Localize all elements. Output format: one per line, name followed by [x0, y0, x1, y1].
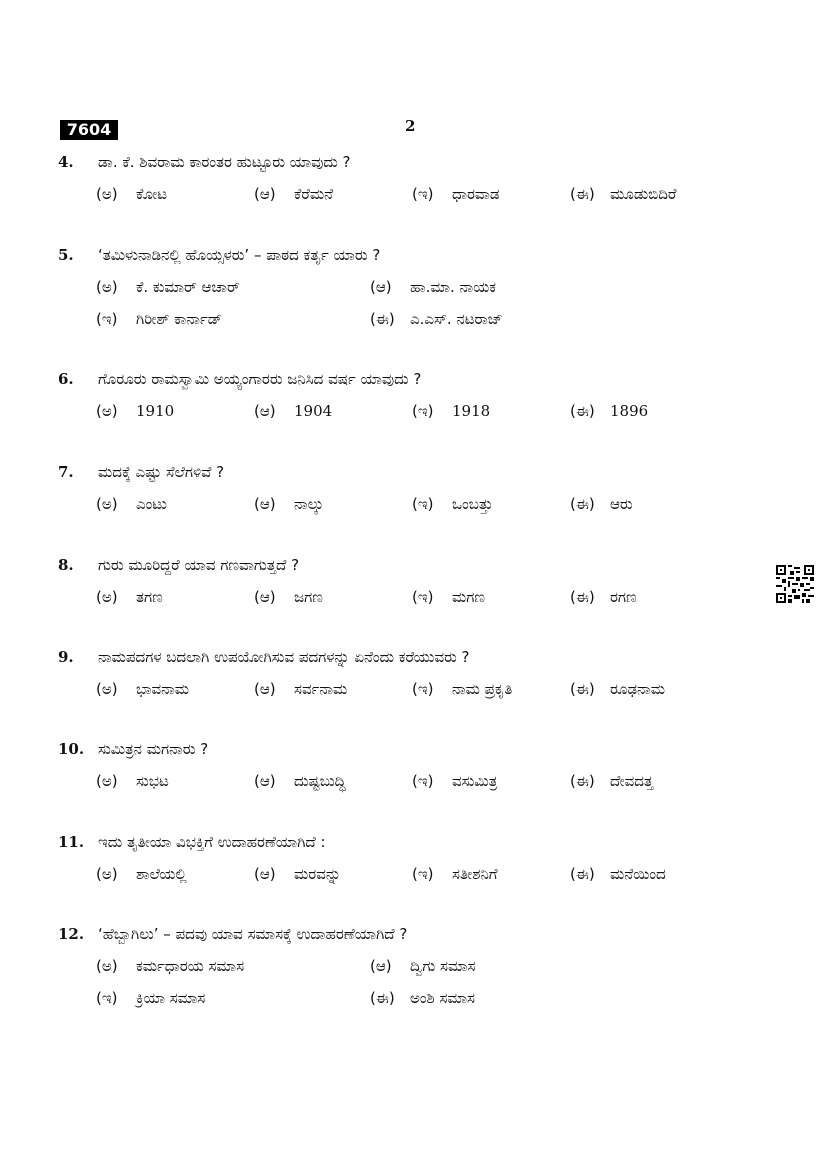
- option-d: [570, 865, 666, 883]
- option-key: (ಆ): [254, 680, 276, 698]
- option-value: ಸುಭಟ: [136, 772, 169, 790]
- option-value: ಭಾವನಾಮ: [136, 680, 190, 698]
- question-11: [58, 833, 738, 887]
- option-key: (ಆ): [254, 588, 276, 606]
- question-text: ನಾಮಪದಗಳ ಬದಲಾಗಿ ಉಪಯೋಗಿಸುವ ಪದಗಳನ್ನು ಏನೆಂದು ಕರೆಯುವರು ?: [98, 648, 470, 666]
- option-key: (ಇ): [412, 402, 434, 420]
- option-a: [96, 185, 167, 203]
- option-value: ಮೂಡುಬಿದಿರೆ: [610, 185, 677, 203]
- option-c: [96, 989, 205, 1007]
- option-d: [570, 402, 648, 420]
- option-key: (ಅ): [96, 185, 118, 203]
- option-a: [96, 865, 187, 883]
- option-key: (ಈ): [370, 310, 395, 328]
- option-c: [96, 310, 222, 328]
- option-a: [96, 588, 163, 606]
- option-key: (ಇ): [412, 495, 434, 513]
- option-a: [96, 402, 174, 420]
- option-key: (ಆ): [370, 278, 392, 296]
- question-number: 8.: [58, 556, 74, 574]
- option-c: [412, 185, 499, 203]
- option-key: (ಈ): [570, 588, 595, 606]
- option-value: ರಗಣ: [610, 588, 637, 606]
- option-value: 1910: [136, 402, 175, 420]
- option-key: (ಇ): [96, 310, 118, 328]
- question-8: [58, 556, 738, 610]
- option-a: [96, 680, 189, 698]
- paper-code-badge: 7604: [60, 120, 118, 140]
- option-key: (ಇ): [412, 772, 434, 790]
- option-key: (ಇ): [412, 680, 434, 698]
- option-value: ಕೆರೆಮನೆ: [294, 185, 334, 203]
- question-5: [58, 246, 738, 332]
- option-value: ಎ.ಎಸ್. ನಟರಾಜ್: [410, 310, 503, 328]
- option-value: ನಾಲ್ಕು: [294, 495, 324, 513]
- option-key: (ಈ): [570, 865, 595, 883]
- question-number: 9.: [58, 648, 74, 666]
- question-4: [58, 153, 738, 207]
- option-a: [96, 495, 167, 513]
- question-text: ಇದು ತೃತೀಯಾ ವಿಭಕ್ತಿಗೆ ಉದಾಹರಣೆಯಾಗಿದೆ :: [98, 833, 326, 851]
- page-number: 2: [405, 117, 416, 135]
- option-value: ಗಿರೀಶ್ ಕಾರ್ನಾಡ್: [136, 310, 223, 328]
- option-c: [412, 772, 497, 790]
- option-value: ಸರ್ವನಾಮ: [294, 680, 348, 698]
- option-b: [370, 957, 476, 975]
- option-b: [254, 402, 332, 420]
- option-value: ಧಾರವಾಡ: [452, 185, 500, 203]
- option-key: (ಇ): [412, 865, 434, 883]
- question-text: ಸುಮಿತ್ರನ ಮಗನಾರು ?: [98, 740, 209, 758]
- option-value: ಕೋಟ: [136, 185, 168, 203]
- option-b: [254, 772, 346, 790]
- option-value: ಕ್ರಿಯಾ ಸಮಾಸ: [136, 989, 206, 1007]
- option-key: (ಇ): [96, 989, 118, 1007]
- option-value: ಅಂಶಿ ಸಮಾಸ: [410, 989, 476, 1007]
- option-value: ಎಂಟು: [136, 495, 167, 513]
- option-c: [412, 680, 512, 698]
- option-b: [254, 185, 333, 203]
- question-number: 10.: [58, 740, 85, 758]
- question-text: ಡಾ. ಕೆ. ಶಿವರಾಮ ಕಾರಂತರ ಹುಟ್ಟೂರು ಯಾವುದು ?: [98, 153, 351, 171]
- question-number: 4.: [58, 153, 74, 171]
- option-value: ದ್ವಿಗು ಸಮಾಸ: [410, 957, 476, 975]
- option-key: (ಆ): [370, 957, 392, 975]
- option-d: [570, 588, 637, 606]
- question-7: [58, 463, 738, 517]
- option-d: [570, 495, 633, 513]
- option-key: (ಅ): [96, 865, 118, 883]
- question-number: 11.: [58, 833, 85, 851]
- option-c: [412, 495, 493, 513]
- option-value: ಜಗಣ: [294, 588, 323, 606]
- option-b: [254, 865, 341, 883]
- option-b: [370, 278, 496, 296]
- option-key: (ಈ): [570, 185, 595, 203]
- question-text: ಮದಕ್ಕೆ ಎಷ್ಟು ಸೆಲೆಗಳಿವೆ ?: [98, 463, 225, 481]
- question-text: ಗುರು ಮೂರಿದ್ದರೆ ಯಾವ ಗಣವಾಗುತ್ತದೆ ?: [98, 556, 300, 574]
- option-key: (ಆ): [254, 865, 276, 883]
- question-12: [58, 925, 738, 1011]
- option-a: [96, 278, 240, 296]
- option-value: ವಸುಮಿತ್ರ: [452, 772, 498, 790]
- option-key: (ಈ): [570, 495, 595, 513]
- option-value: ಕರ್ಮಧಾರಯ ಸಮಾಸ: [136, 957, 245, 975]
- option-value: ಕೆ. ಕುಮಾರ್ ಆಚಾರ್: [136, 278, 240, 296]
- option-key: (ಆ): [254, 185, 276, 203]
- option-value: ಶಾಲೆಯಲ್ಲಿ: [136, 865, 187, 883]
- question-text: ‘ತಮಿಳುನಾಡಿನಲ್ಲಿ ಹೊಯ್ಸಳರು’ – ಪಾಠದ ಕರ್ತೃ ಯಾರು ?: [98, 246, 381, 264]
- option-key: (ಈ): [370, 989, 395, 1007]
- option-c: [412, 402, 490, 420]
- question-text: ‘ಹೆಬ್ಬಾಗಿಲು’ – ಪದವು ಯಾವ ಸಮಾಸಕ್ಕೆ ಉದಾಹರಣೆಯಾಗಿದೆ ?: [98, 925, 408, 943]
- option-key: (ಅ): [96, 772, 118, 790]
- option-d: [370, 310, 503, 328]
- option-value: 1918: [452, 402, 491, 420]
- question-10: [58, 740, 738, 794]
- option-a: [96, 772, 169, 790]
- option-value: ಹಾ.ಮಾ. ನಾಯಕ: [410, 278, 497, 296]
- option-d: [570, 680, 665, 698]
- option-c: [412, 865, 498, 883]
- option-value: ದೇವದತ್ತ: [610, 772, 654, 790]
- option-value: ಆರು: [610, 495, 633, 513]
- option-value: ಮರವನ್ನು: [294, 865, 341, 883]
- option-value: 1904: [294, 402, 333, 420]
- option-value: ತಗಣ: [136, 588, 163, 606]
- option-key: (ಈ): [570, 772, 595, 790]
- option-key: (ಈ): [570, 680, 595, 698]
- qr-code-icon: [776, 565, 814, 603]
- option-key: (ಅ): [96, 680, 118, 698]
- question-number: 12.: [58, 925, 85, 943]
- option-d: [570, 185, 676, 203]
- option-key: (ಅ): [96, 957, 118, 975]
- option-value: ನಾಮ ಪ್ರಕೃತಿ: [452, 680, 513, 698]
- option-value: ದುಷ್ಟಬುದ್ಧಿ: [294, 772, 346, 790]
- question-number: 5.: [58, 246, 74, 264]
- question-number: 7.: [58, 463, 74, 481]
- option-value: ಒಂಬತ್ತು: [452, 495, 493, 513]
- option-value: ಮನೆಯಿಂದ: [610, 865, 666, 883]
- option-key: (ಇ): [412, 185, 434, 203]
- option-c: [412, 588, 485, 606]
- option-d: [570, 772, 653, 790]
- option-b: [254, 495, 324, 513]
- option-value: ಸತೀಶನಿಗೆ: [452, 865, 498, 883]
- question-text: ಗೊರೂರು ರಾಮಸ್ವಾಮಿ ಅಯ್ಯಂಗಾರರು ಜನಿಸಿದ ವರ್ಷ ಯಾವುದು ?: [98, 370, 422, 388]
- option-value: ರೂಢನಾಮ: [610, 680, 665, 698]
- option-key: (ಅ): [96, 588, 118, 606]
- option-b: [254, 588, 323, 606]
- question-6: [58, 370, 738, 424]
- option-key: (ಇ): [412, 588, 434, 606]
- option-value: ಮಗಣ: [452, 588, 486, 606]
- option-key: (ಈ): [570, 402, 595, 420]
- option-key: (ಆ): [254, 495, 276, 513]
- option-key: (ಆ): [254, 772, 276, 790]
- option-key: (ಆ): [254, 402, 276, 420]
- option-d: [370, 989, 475, 1007]
- option-value: 1896: [610, 402, 649, 420]
- question-9: [58, 648, 738, 702]
- option-a: [96, 957, 244, 975]
- option-key: (ಅ): [96, 278, 118, 296]
- question-number: 6.: [58, 370, 74, 388]
- option-b: [254, 680, 347, 698]
- option-key: (ಅ): [96, 495, 118, 513]
- option-key: (ಅ): [96, 402, 118, 420]
